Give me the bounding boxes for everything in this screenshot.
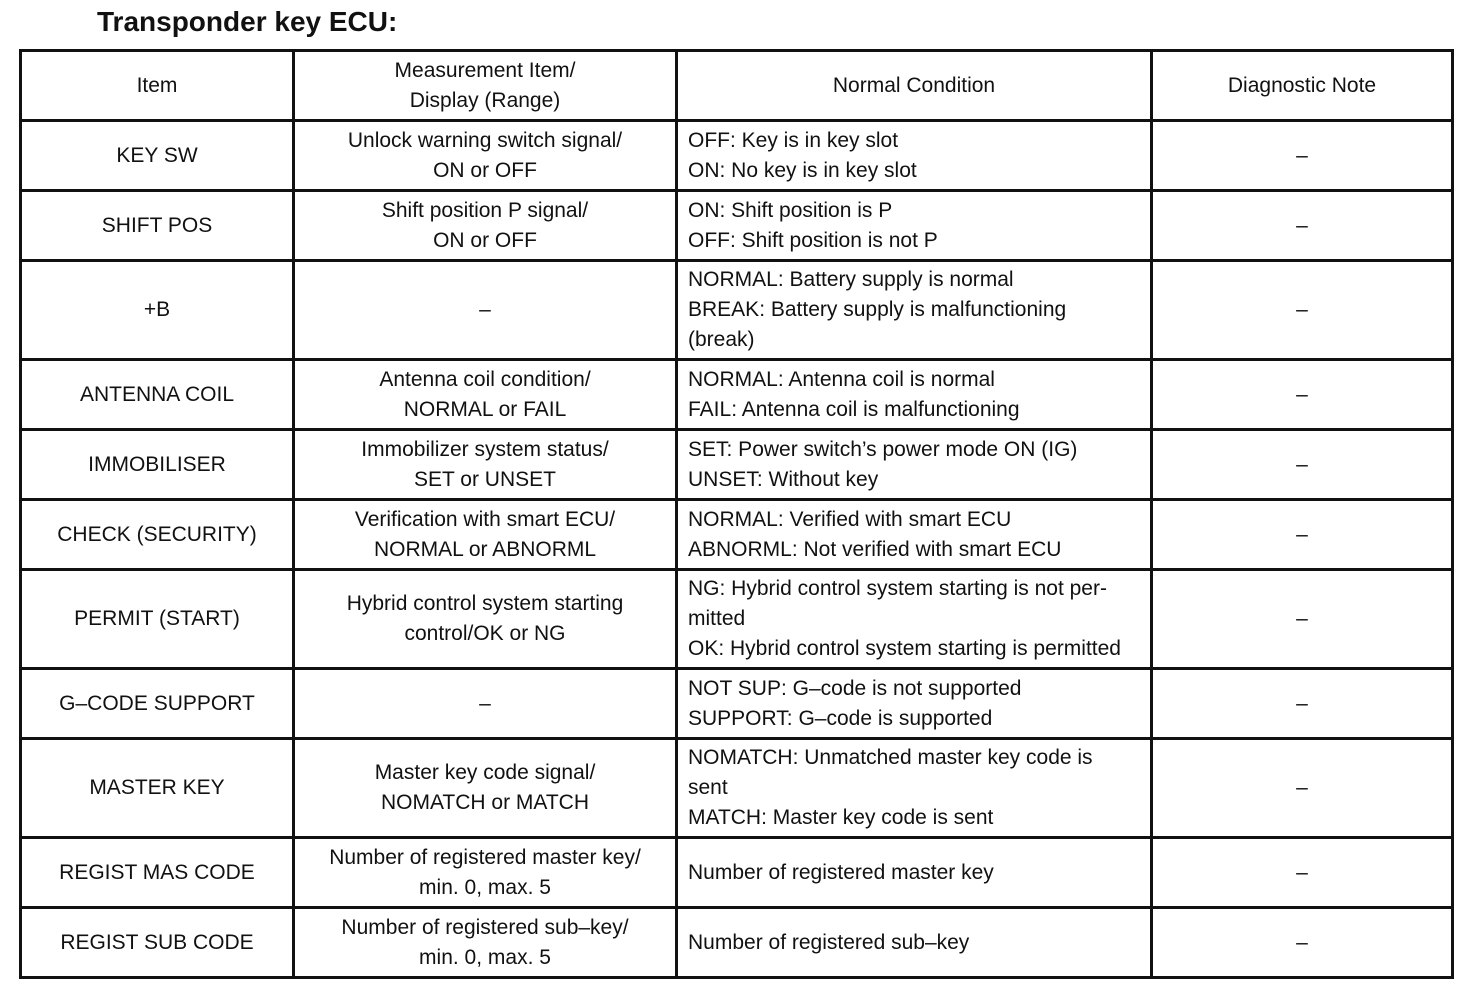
cell-item: REGIST SUB CODE (21, 908, 294, 978)
cell-item: KEY SW (21, 121, 294, 191)
cell-diagnostic-note: – (1152, 121, 1453, 191)
cell-diagnostic-note: – (1152, 838, 1453, 908)
table-row (21, 669, 1453, 739)
cell-normal-condition: NOMATCH: Unmatched master key code is sent MATCH: Master key code is sent (677, 739, 1152, 838)
cell-normal-condition: NOT SUP: G–code is not supported SUPPORT: G–code is supported (677, 669, 1152, 739)
cell-normal-condition: NORMAL: Antenna coil is normal FAIL: Antenna coil is malfunctioning (677, 360, 1152, 430)
cell-item: PERMIT (START) (21, 570, 294, 669)
cell-diagnostic-note: – (1152, 908, 1453, 978)
header-measurement: Measurement Item/ Display (Range) (294, 51, 677, 121)
table-row (21, 261, 1453, 360)
cell-normal-condition: ON: Shift position is P OFF: Shift position is not P (677, 191, 1152, 261)
cell-measurement: – (294, 669, 677, 739)
table-header-row (21, 51, 1453, 121)
cell-diagnostic-note: – (1152, 261, 1453, 360)
table-row (21, 739, 1453, 838)
cell-measurement: Immobilizer system status/ SET or UNSET (294, 430, 677, 500)
cell-diagnostic-note: – (1152, 669, 1453, 739)
cell-item: ANTENNA COIL (21, 360, 294, 430)
cell-measurement: – (294, 261, 677, 360)
cell-item: REGIST MAS CODE (21, 838, 294, 908)
cell-normal-condition: NG: Hybrid control system starting is not per- mitted OK: Hybrid control system starting is permitted (677, 570, 1152, 669)
cell-measurement: Number of registered sub–key/ min. 0, max. 5 (294, 908, 677, 978)
cell-measurement: Shift position P signal/ ON or OFF (294, 191, 677, 261)
cell-normal-condition: NORMAL: Battery supply is normal BREAK: Battery supply is malfunctioning (break) (677, 261, 1152, 360)
cell-diagnostic-note: – (1152, 739, 1453, 838)
table-row (21, 191, 1453, 261)
cell-diagnostic-note: – (1152, 570, 1453, 669)
cell-item: SHIFT POS (21, 191, 294, 261)
table-row (21, 570, 1453, 669)
cell-diagnostic-note: – (1152, 430, 1453, 500)
cell-normal-condition: SET: Power switch’s power mode ON (IG) UNSET: Without key (677, 430, 1152, 500)
table-row (21, 430, 1453, 500)
cell-diagnostic-note: – (1152, 500, 1453, 570)
cell-measurement: Hybrid control system starting control/OK or NG (294, 570, 677, 669)
cell-normal-condition: Number of registered master key (677, 838, 1152, 908)
header-diagnostic-note: Diagnostic Note (1152, 51, 1453, 121)
header-normal-condition: Normal Condition (677, 51, 1152, 121)
table-row (21, 360, 1453, 430)
table-row (21, 838, 1453, 908)
cell-measurement: Master key code signal/ NOMATCH or MATCH (294, 739, 677, 838)
table-row (21, 121, 1453, 191)
cell-normal-condition: OFF: Key is in key slot ON: No key is in key slot (677, 121, 1152, 191)
cell-normal-condition: NORMAL: Verified with smart ECU ABNORML: Not verified with smart ECU (677, 500, 1152, 570)
table-row (21, 500, 1453, 570)
header-item: Item (21, 51, 294, 121)
page-title: Transponder key ECU: (97, 6, 398, 37)
cell-item: MASTER KEY (21, 739, 294, 838)
cell-item: CHECK (SECURITY) (21, 500, 294, 570)
cell-diagnostic-note: – (1152, 360, 1453, 430)
cell-normal-condition: Number of registered sub–key (677, 908, 1152, 978)
data-table (19, 49, 1454, 979)
cell-item: IMMOBILISER (21, 430, 294, 500)
cell-measurement: Number of registered master key/ min. 0, max. 5 (294, 838, 677, 908)
cell-measurement: Verification with smart ECU/ NORMAL or ABNORML (294, 500, 677, 570)
cell-item: +B (21, 261, 294, 360)
cell-item: G–CODE SUPPORT (21, 669, 294, 739)
table-row (21, 908, 1453, 978)
cell-measurement: Unlock warning switch signal/ ON or OFF (294, 121, 677, 191)
cell-diagnostic-note: – (1152, 191, 1453, 261)
cell-measurement: Antenna coil condition/ NORMAL or FAIL (294, 360, 677, 430)
